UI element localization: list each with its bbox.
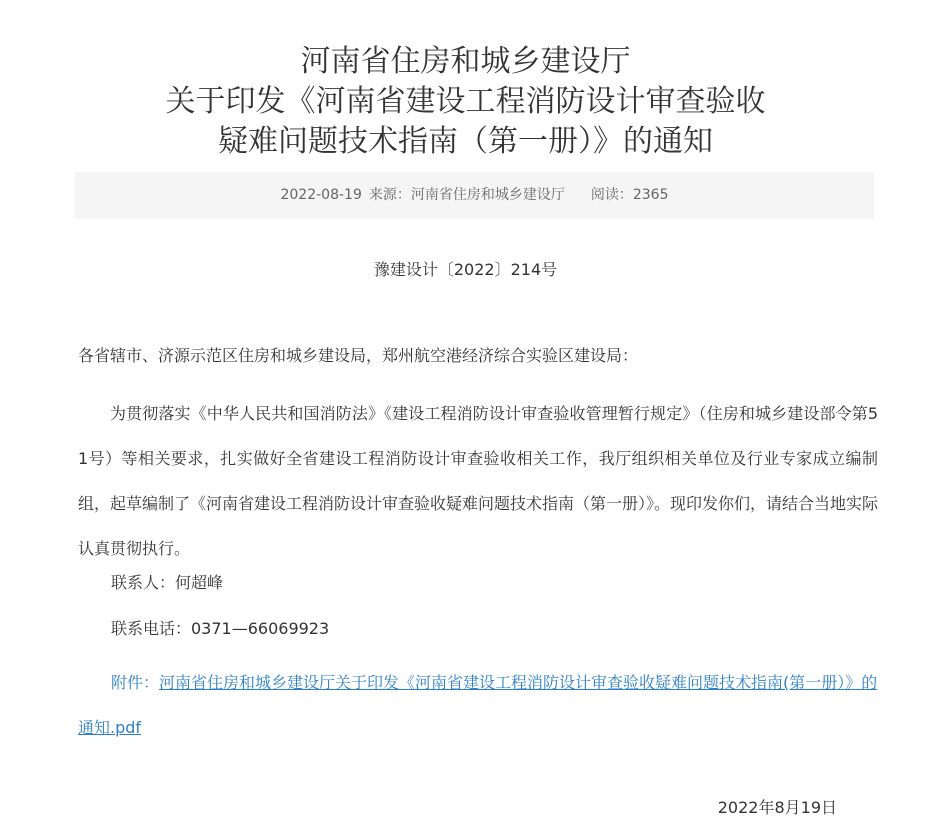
signature-date: 2022年8月19日 [717, 798, 837, 817]
attachment-pdf-link[interactable]: 河南省住房和城乡建设厅关于印发《河南省建设工程消防设计审查验收疑难问题技术指南(第一册）》的通知.pdf [78, 673, 878, 737]
title-line-3: 疑难问题技术指南（第一册）》的通知 [218, 124, 713, 159]
contact-person: 联系人：何超峰 [111, 573, 224, 592]
document-number: 豫建设计〔2022〕214号 [373, 260, 558, 279]
article-title [0, 42, 931, 162]
contact-phone: 联系电话：0371—66069923 [111, 619, 330, 638]
title-line-1: 河南省住房和城乡建设厅 [300, 44, 631, 79]
body-paragraph: 为贯彻落实《中华人民共和国消防法》《建设工程消防设计审查验收管理暂行规定》（住房和城乡建设部令第51号）等相关要求，扎实做好全省建设工程消防设计审查验收相关工作，我厅组织相关单位及行业专家成立编制组，起草编制了《河南省建设工程消防设计审查验收疑难问题技术指南（第一册）》。现印发你们，请结合当地实际认真贯彻执行。 [78, 404, 879, 558]
article-source: 来源：河南省住房和城乡建设厅 [368, 187, 565, 203]
attachment [78, 660, 878, 750]
attachment-label: 附件： [111, 673, 160, 692]
article-meta-bar [75, 172, 874, 219]
view-count: 阅读：2365 [590, 187, 669, 203]
title-line-2: 关于印发《河南省建设工程消防设计审查验收 [165, 84, 766, 119]
publish-date: 2022-08-19 [280, 187, 362, 203]
addressee: 各省辖市、济源示范区住房和城乡建设局，郑州航空港经济综合实验区建设局： [78, 346, 639, 365]
